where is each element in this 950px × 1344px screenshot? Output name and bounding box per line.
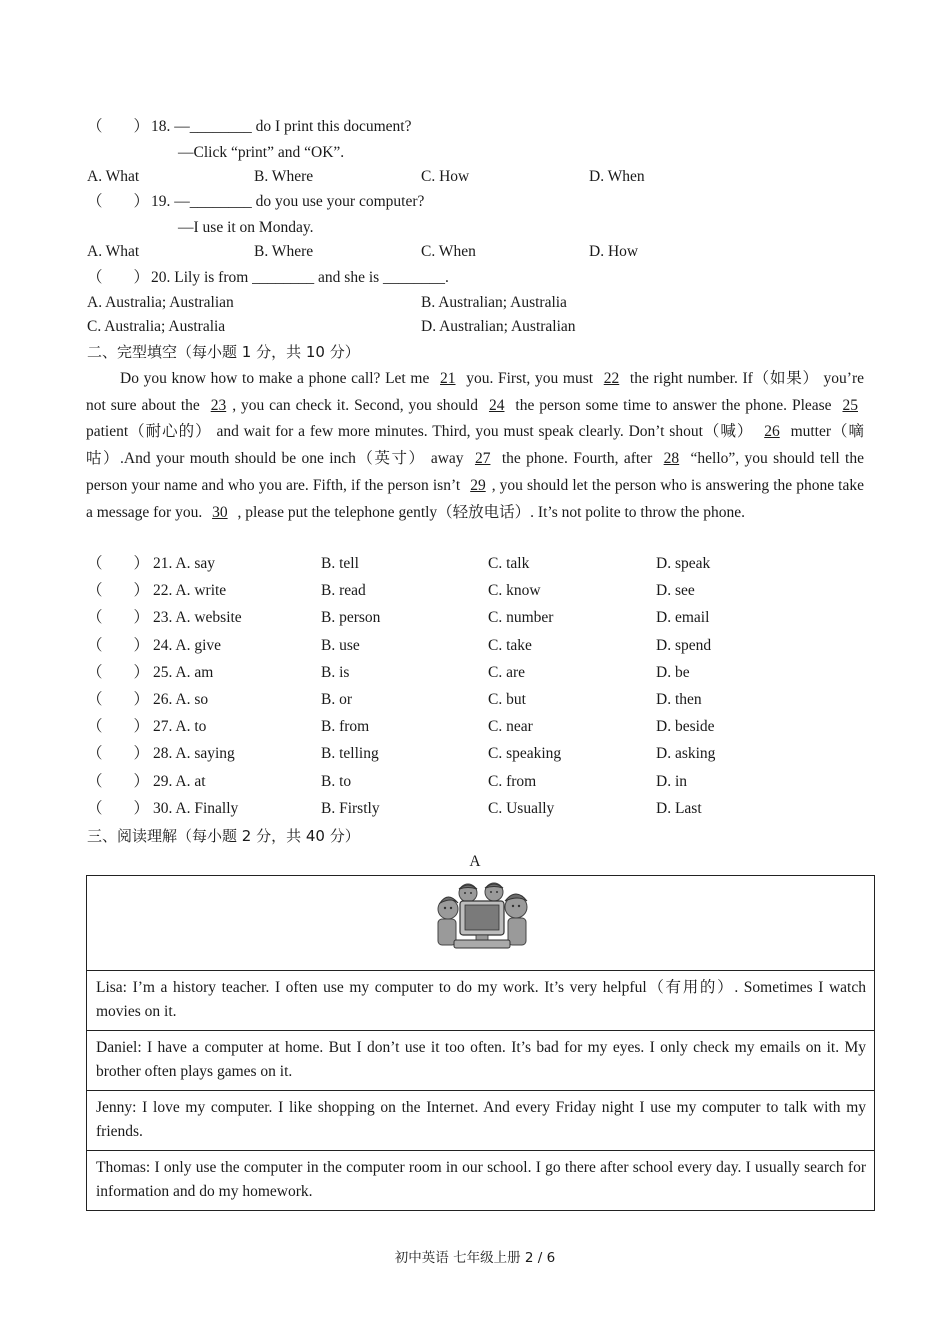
cloze-text: you. First, you must (461, 370, 598, 387)
table-row-lisa: Lisa: I’m a history teacher. I often use my computer to do my work. It’s very helpful（有用的）. Sometimes I watch movies on it. (87, 970, 874, 1030)
option-d[interactable]: D. When (589, 168, 645, 185)
cloze-blank-26: 26 (764, 423, 780, 441)
cloze-text: the phone. Fourth, after (496, 450, 658, 468)
option-b[interactable]: B. or (321, 691, 352, 708)
option-a[interactable]: 26. A. so (153, 691, 209, 708)
cloze-blank-29: 29 (470, 476, 486, 494)
table-row-thomas: Thomas: I only use the computer in the computer room in our school. I go there after school every day. I usually search for information and do my homework. (87, 1150, 874, 1210)
option-c[interactable]: C. are (488, 663, 526, 681)
question-19-reply: —I use it on Monday. (178, 219, 314, 236)
option-c[interactable]: C. near (488, 718, 533, 736)
table-image-row (87, 876, 874, 970)
option-a[interactable]: A. Australia; Australian (87, 294, 234, 311)
page-footer: 初中英语 七年级上册 2 / 6 (394, 1250, 556, 1266)
option-c[interactable]: C. When (421, 243, 476, 260)
option-b[interactable]: B. tell (321, 555, 359, 572)
cloze-blank-22: 22 (603, 370, 620, 387)
table-row-daniel: Daniel: I have a computer at home. But I don’t use it too often. It’s bad for my eyes. I only check my emails on it. My brother often plays games on it. (87, 1030, 874, 1090)
option-c[interactable]: C. Australia; Australia (87, 318, 226, 335)
cloze-text: Do you know how to make a phone call? Let me (120, 370, 435, 387)
cloze-text: the person some time to answer the phone. Please (510, 396, 837, 414)
cloze-blank-23: 23 (210, 396, 227, 414)
cloze-blank-25: 25 (842, 396, 858, 414)
option-a[interactable]: A. What (87, 168, 140, 185)
answer-paren[interactable]: （ ） (87, 691, 150, 708)
option-b[interactable]: B. Where (254, 168, 314, 185)
answer-paren[interactable]: （ ） (87, 269, 150, 286)
option-a[interactable]: 30. A. Finally (153, 799, 239, 817)
option-d[interactable]: D. Last (656, 799, 702, 817)
option-b[interactable]: B. Where (254, 243, 314, 260)
cloze-passage (86, 366, 864, 526)
answer-paren[interactable]: （ ） (87, 555, 150, 572)
option-a[interactable]: 23. A. website (153, 609, 242, 627)
option-b[interactable]: B. is (321, 663, 350, 681)
cloze-blank-21: 21 (440, 370, 456, 387)
option-d[interactable]: D. be (656, 663, 690, 681)
cloze-blank-28: 28 (663, 450, 680, 468)
option-c[interactable]: C. take (488, 636, 532, 654)
cloze-text: “hello”, you should tell the person your name and who you are. Fifth, if the person isn’t (86, 450, 864, 494)
option-c[interactable]: C. know (488, 582, 541, 600)
cloze-text: , you can check it. Second, you should (232, 396, 483, 414)
option-b[interactable]: B. Firstly (321, 799, 380, 817)
option-c[interactable]: C. How (421, 168, 470, 185)
cloze-text: the right number. If（如果） you’re not sure about the (86, 370, 864, 414)
answer-paren[interactable]: （ ） (87, 799, 150, 817)
answer-paren[interactable]: （ ） (87, 636, 150, 654)
option-b[interactable]: B. person (321, 609, 381, 627)
option-d[interactable]: D. How (589, 243, 639, 260)
option-a[interactable]: 27. A. to (153, 718, 207, 736)
cloze-text: mutter（嘀咕）.And your mouth should be one inch（英寸） away (86, 423, 864, 468)
option-b[interactable]: B. telling (321, 745, 379, 763)
option-b[interactable]: B. from (321, 718, 370, 736)
answer-paren[interactable]: （ ） (87, 118, 150, 135)
question-20 (87, 268, 449, 288)
option-d[interactable]: D. spend (656, 636, 712, 654)
cloze-text: , you should let the person who is answering the phone take a message for you. (86, 476, 864, 521)
answer-paren[interactable]: （ ） (87, 718, 150, 736)
passage-a-table (86, 875, 875, 1211)
passage-a-label: A (469, 853, 481, 870)
option-a[interactable]: A. What (87, 243, 140, 260)
question-text: 19. —________ do you use your computer? (151, 193, 425, 210)
option-d[interactable]: D. see (656, 582, 695, 600)
section-title-reading: 三、阅读理解（每小题 2 分，共 40 分） (87, 827, 360, 845)
option-d[interactable]: D. beside (656, 718, 715, 736)
option-c[interactable]: C. talk (488, 555, 530, 572)
answer-paren[interactable]: （ ） (87, 582, 150, 600)
cloze-text: , please put the telephone gently（轻放电话）. It’s not polite to throw the phone. (233, 503, 746, 521)
table-row-jenny: Jenny: I love my computer. I like shopping on the Internet. And every Friday night I use my computer to talk with my friends. (87, 1090, 874, 1150)
option-a[interactable]: 29. A. at (153, 772, 206, 790)
answer-paren[interactable]: （ ） (87, 193, 150, 210)
question-text: 18. —________ do I print this document? (151, 118, 412, 135)
option-d[interactable]: D. asking (656, 745, 716, 763)
option-c[interactable]: C. but (488, 691, 526, 708)
section-title-cloze: 二、完型填空（每小题 1 分，共 10 分） (87, 343, 360, 361)
answer-paren[interactable]: （ ） (87, 745, 150, 763)
option-c[interactable]: C. number (488, 609, 554, 627)
option-a[interactable]: 21. A. say (153, 555, 215, 572)
option-c[interactable]: C. from (488, 772, 537, 790)
answer-paren[interactable]: （ ） (87, 663, 150, 681)
question-19 (87, 192, 424, 212)
cloze-text: patient（耐心的） and wait for a few more minutes. Third, you must speak clearly. Don’t shout（喊） (86, 423, 759, 441)
option-d[interactable]: D. in (656, 772, 687, 790)
cloze-blank-24: 24 (488, 396, 505, 414)
question-text: 20. Lily is from ________ and she is ________. (151, 269, 449, 286)
option-b[interactable]: B. use (321, 636, 360, 654)
option-c[interactable]: C. speaking (488, 745, 562, 763)
cloze-blank-30: 30 (212, 503, 228, 521)
option-d[interactable]: D. email (656, 609, 710, 627)
cloze-blank-27: 27 (474, 450, 491, 468)
option-c[interactable]: C. Usually (488, 799, 555, 817)
option-b[interactable]: B. read (321, 582, 366, 600)
option-b[interactable]: B. Australian; Australia (421, 294, 567, 311)
option-b[interactable]: B. to (321, 772, 352, 790)
answer-paren[interactable]: （ ） (87, 772, 150, 790)
option-a[interactable]: 22. A. write (153, 582, 227, 600)
option-d[interactable]: D. speak (656, 555, 711, 572)
option-d[interactable]: D. then (656, 691, 702, 708)
answer-paren[interactable]: （ ） (87, 609, 150, 627)
option-a[interactable]: 24. A. give (153, 636, 222, 654)
question-18-reply: —Click “print” and “OK”. (178, 144, 345, 161)
option-a[interactable]: 25. A. am (153, 663, 214, 681)
kids-computer-illustration (432, 881, 532, 953)
question-18 (87, 117, 411, 137)
option-d[interactable]: D. Australian; Australian (421, 318, 576, 335)
option-a[interactable]: 28. A. saying (153, 745, 235, 763)
